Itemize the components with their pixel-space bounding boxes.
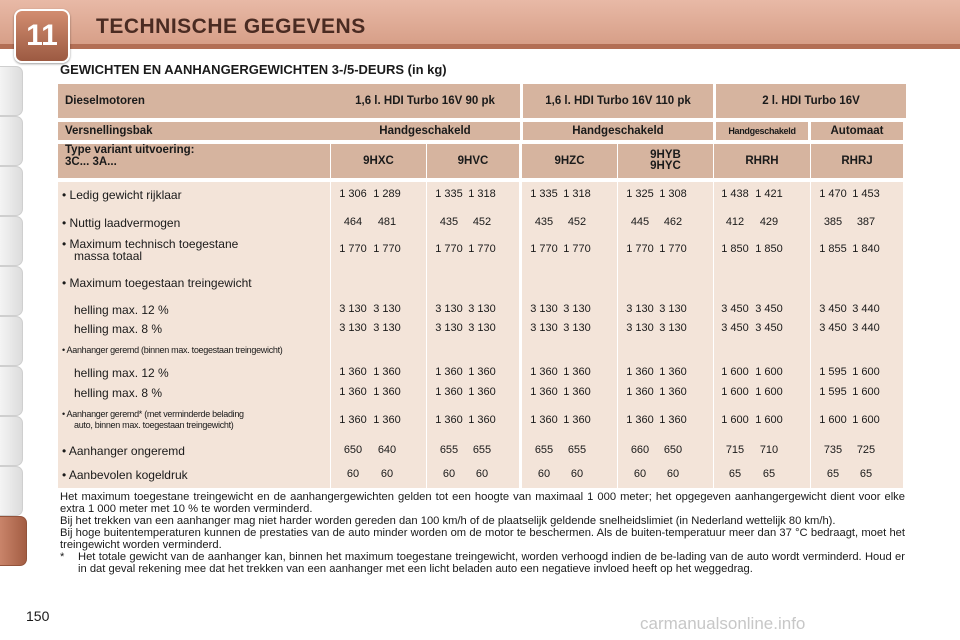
type-header: RHRJ — [811, 144, 903, 178]
note-footnote — [60, 551, 905, 575]
table-cell: 655 — [439, 444, 459, 456]
table-cell: 1 360 — [435, 386, 463, 398]
table-cell: 1 360 — [339, 386, 367, 398]
table-cell: 1 770 — [339, 243, 367, 255]
table-cell: 60 — [537, 468, 551, 480]
table-cell: 1 360 — [563, 386, 591, 398]
table-cell: 3 130 — [373, 303, 401, 315]
table-cell: 1 840 — [852, 243, 880, 255]
type-label-line: Type variant uitvoering: — [65, 144, 195, 156]
table-cell: 1 770 — [530, 243, 558, 255]
table-cell: 1 770 — [373, 243, 401, 255]
table-cell: 3 450 — [819, 322, 847, 334]
row-label: • Nuttig laadvermogen — [62, 216, 181, 230]
table-cell: 3 130 — [339, 322, 367, 334]
table-cell: 3 130 — [530, 322, 558, 334]
chapter-tab[interactable] — [0, 216, 23, 266]
table-cell: 1 360 — [626, 366, 654, 378]
row-label-line: • Aanhanger geremd* (met verminderde belading — [62, 409, 244, 419]
table-cell: 1 360 — [530, 386, 558, 398]
page-title: TECHNISCHE GEGEVENS — [96, 15, 366, 38]
table-cell: 1 360 — [339, 414, 367, 426]
table-cell: 655 — [472, 444, 492, 456]
table-cell: 1 595 — [819, 366, 847, 378]
chapter-tab[interactable] — [0, 366, 23, 416]
gearbox-header: Handgeschakeld — [330, 122, 520, 140]
table-cell: 3 450 — [755, 303, 783, 315]
table-cell: 1 318 — [468, 188, 496, 200]
table-cell: 1 600 — [755, 366, 783, 378]
table-cell: 1 360 — [468, 386, 496, 398]
table-cell: 1 360 — [468, 414, 496, 426]
table-cell: 3 450 — [819, 303, 847, 315]
table-cell: 1 421 — [755, 188, 783, 200]
table-cell: 1 360 — [530, 414, 558, 426]
row-label: • Aanhanger ongeremd — [62, 444, 185, 458]
table-cell: 1 360 — [435, 414, 463, 426]
table-cell: 1 770 — [435, 243, 463, 255]
table-cell: 1 318 — [563, 188, 591, 200]
row-label: • Aanbevolen kogeldruk — [62, 468, 188, 482]
table-cell: 1 306 — [339, 188, 367, 200]
engine-header: 1,6 l. HDI Turbo 16V 90 pk — [330, 84, 520, 118]
gearbox-header: Handgeschakeld — [716, 122, 808, 140]
table-cell: 3 130 — [659, 303, 687, 315]
table-cell: 1 360 — [659, 414, 687, 426]
type-header: 9HZC — [522, 144, 617, 178]
type-header — [618, 144, 713, 178]
table-cell: 3 130 — [339, 303, 367, 315]
table-cell: 1 360 — [530, 366, 558, 378]
row-label: • Maximum toegestaan treingewicht — [62, 276, 252, 290]
chapter-tab[interactable] — [0, 266, 23, 316]
table-cell: 65 — [859, 468, 873, 480]
table-cell: 1 360 — [373, 386, 401, 398]
table-cell: 3 440 — [852, 303, 880, 315]
table-cell: 1 850 — [755, 243, 783, 255]
table-cell: 429 — [759, 216, 779, 228]
gearbox-header: Handgeschakeld — [523, 122, 713, 140]
table-cell: 1 360 — [468, 366, 496, 378]
type-header: 9HXC — [331, 144, 426, 178]
chapter-badge[interactable]: 11 — [14, 9, 70, 63]
row-label: helling max. 8 % — [74, 386, 163, 400]
table-cell: 3 130 — [626, 322, 654, 334]
table-cell: 452 — [472, 216, 492, 228]
table-cell: 660 — [630, 444, 650, 456]
table-cell: 1 308 — [659, 188, 687, 200]
table-cell: 1 360 — [659, 386, 687, 398]
table-cell: 412 — [725, 216, 745, 228]
table-cell: 3 130 — [563, 303, 591, 315]
table-cell: 3 130 — [468, 303, 496, 315]
table-cell: 1 850 — [721, 243, 749, 255]
table-cell: 60 — [570, 468, 584, 480]
engine-header: 1,6 l. HDI Turbo 16V 110 pk — [523, 84, 713, 118]
type-header: RHRH — [714, 144, 810, 178]
type-label-line: 3C... 3A... — [65, 156, 117, 168]
table-cell: 650 — [343, 444, 363, 456]
table-cell: 445 — [630, 216, 650, 228]
table-cell: 435 — [534, 216, 554, 228]
table-cell: 1 600 — [755, 386, 783, 398]
table-cell: 387 — [856, 216, 876, 228]
table-cell: 1 360 — [339, 366, 367, 378]
gearbox-label: Versnellingsbak — [58, 122, 330, 140]
row-label: helling max. 12 % — [74, 366, 169, 380]
table-cell: 715 — [725, 444, 745, 456]
table-cell: 1 855 — [819, 243, 847, 255]
page-number: 150 — [26, 608, 50, 624]
table-cell: 60 — [666, 468, 680, 480]
footnote-marker: * — [60, 551, 65, 563]
table-cell: 1 335 — [530, 188, 558, 200]
table-cell: 1 360 — [626, 386, 654, 398]
table-cell: 655 — [567, 444, 587, 456]
chapter-tabs — [0, 66, 30, 606]
header-divider — [0, 44, 960, 49]
table-cell: 1 453 — [852, 188, 880, 200]
chapter-tab[interactable] — [0, 116, 23, 166]
table-cell: 3 130 — [563, 322, 591, 334]
table-cell: 1 600 — [721, 366, 749, 378]
note-altitude: Het maximum toegestane treingewicht en de aanhangergewichten gelden tot een hoogte van maximaal 1 000 meter; het opgegeven aanhangergewicht dient voor elke extra 1 000 meter met 10 % te worden verminderd. — [60, 491, 905, 515]
table-cell: 1 360 — [373, 366, 401, 378]
table-cell: 655 — [534, 444, 554, 456]
table-cell: 60 — [633, 468, 647, 480]
table-cell: 65 — [826, 468, 840, 480]
chapter-tab[interactable] — [0, 316, 23, 366]
row-label — [62, 409, 244, 431]
table-cell: 1 770 — [468, 243, 496, 255]
table-cell: 1 770 — [626, 243, 654, 255]
notes — [60, 491, 905, 575]
table-cell: 3 450 — [721, 322, 749, 334]
row-label: • Aanhanger geremd (binnen max. toegestaan treingewicht) — [62, 345, 283, 355]
type-header-line: 9HYC — [650, 160, 681, 172]
table-cell: 1 360 — [373, 414, 401, 426]
table-cell: 1 438 — [721, 188, 749, 200]
row-label-line: auto, binnen max. toegestaan treingewicht) — [74, 420, 234, 430]
table-cell: 3 450 — [721, 303, 749, 315]
table-cell: 65 — [728, 468, 742, 480]
gearbox-header: Automaat — [811, 122, 903, 140]
table-cell: 1 360 — [563, 414, 591, 426]
row-label: • Ledig gewicht rijklaar — [62, 188, 182, 202]
table-cell: 464 — [343, 216, 363, 228]
row-label-line: • Maximum technisch toegestane — [62, 237, 239, 251]
table-cell: 1 325 — [626, 188, 654, 200]
table-cell: 3 130 — [468, 322, 496, 334]
table-cell: 452 — [567, 216, 587, 228]
type-header: 9HVC — [427, 144, 519, 178]
row-label: helling max. 8 % — [74, 322, 163, 336]
type-header-line: 9HYB — [650, 149, 681, 161]
table-cell: 1 360 — [626, 414, 654, 426]
table-cell: 1 595 — [819, 386, 847, 398]
table-cell: 735 — [823, 444, 843, 456]
table-cell: 3 130 — [626, 303, 654, 315]
table-cell: 1 360 — [435, 366, 463, 378]
table-cell: 710 — [759, 444, 779, 456]
table-cell: 60 — [346, 468, 360, 480]
table-cell: 385 — [823, 216, 843, 228]
chapter-tab[interactable] — [0, 416, 23, 466]
table-cell: 60 — [475, 468, 489, 480]
table-cell: 1 600 — [852, 386, 880, 398]
table-cell: 1 770 — [659, 243, 687, 255]
engine-label: Dieselmotoren — [58, 84, 330, 118]
table-cell: 1 360 — [659, 366, 687, 378]
footnote-text: Het totale gewicht van de aanhanger kan, binnen het maximum toegestane treingewicht, worden verhoogd indien de be-lading van de auto wordt verminderd. Houd er in dat geval rekening mee dat het trekken van een aanhanger met een licht beladen auto een negatieve invloed heeft op het weggedrag. — [78, 551, 905, 575]
watermark: carmanualsonline.info — [640, 614, 806, 633]
table-cell: 481 — [377, 216, 397, 228]
table-cell: 3 130 — [530, 303, 558, 315]
table-cell: 1 770 — [563, 243, 591, 255]
table-cell: 1 600 — [819, 414, 847, 426]
table-cell: 640 — [377, 444, 397, 456]
table-cell: 60 — [442, 468, 456, 480]
table-cell: 1 335 — [435, 188, 463, 200]
note-temperature: Bij hoge buitentemperaturen kunnen de prestaties van de auto minder worden om de motor te beschermen. Als de buiten-temperatuur meer dan 37 °C bedraagt, moet het treingewicht worden verminderd. — [60, 527, 905, 551]
table-cell: 1 289 — [373, 188, 401, 200]
table-cell: 725 — [856, 444, 876, 456]
table-cell: 65 — [762, 468, 776, 480]
table-cell: 435 — [439, 216, 459, 228]
table-cell: 1 600 — [721, 386, 749, 398]
table-cell: 3 130 — [435, 322, 463, 334]
table-cell: 1 360 — [563, 366, 591, 378]
table-cell: 462 — [663, 216, 683, 228]
chapter-tab[interactable] — [0, 66, 23, 116]
table-cell: 3 440 — [852, 322, 880, 334]
table-cell: 1 470 — [819, 188, 847, 200]
note-speed: Bij het trekken van een aanhanger mag niet harder worden gereden dan 100 km/h of de plaatselijk geldende snelheidslimiet (in Nederland wettelijk 80 km/h). — [60, 515, 836, 527]
row-label: helling max. 12 % — [74, 303, 169, 317]
table-cell: 1 600 — [721, 414, 749, 426]
table-cell: 3 130 — [659, 322, 687, 334]
chapter-tab[interactable] — [0, 466, 23, 516]
row-label-line: massa totaal — [74, 249, 143, 263]
table-cell: 3 450 — [755, 322, 783, 334]
chapter-tab[interactable] — [0, 166, 23, 216]
table-cell: 60 — [380, 468, 394, 480]
section-subtitle: GEWICHTEN EN AANHANGERGEWICHTEN 3-/5-DEURS (in kg) — [60, 62, 447, 77]
table-cell: 1 600 — [852, 366, 880, 378]
table-cell: 1 600 — [852, 414, 880, 426]
table-cell: 3 130 — [373, 322, 401, 334]
table-cell: 650 — [663, 444, 683, 456]
engine-header: 2 l. HDI Turbo 16V — [716, 84, 906, 118]
chapter-tab-active[interactable] — [0, 516, 27, 566]
table-cell: 1 600 — [755, 414, 783, 426]
row-label — [62, 238, 238, 262]
table-cell: 3 130 — [435, 303, 463, 315]
type-label — [58, 144, 330, 178]
